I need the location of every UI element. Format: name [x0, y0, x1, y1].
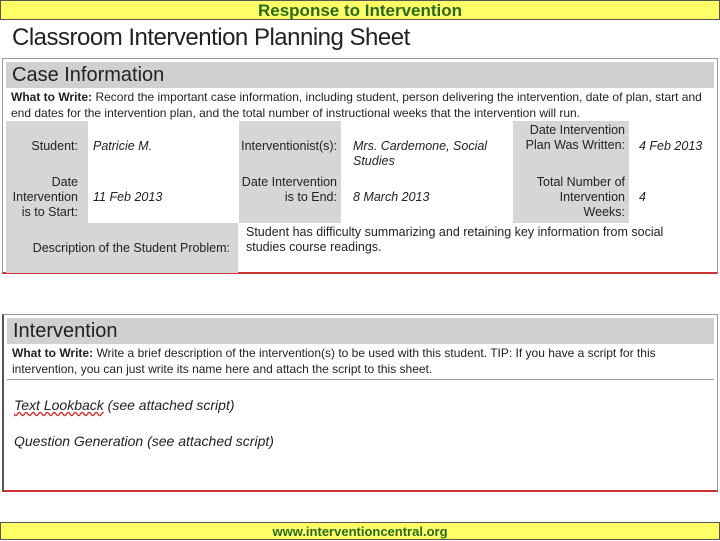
interventionist-label-cell — [239, 121, 341, 223]
end-date-label: Date Intervention is to End: — [241, 175, 337, 204]
problem-value[interactable]: Student has difficulty summarizing and retaining key information from social studies course readings. — [246, 225, 664, 254]
what-to-write-label: What to Write: — [11, 90, 93, 104]
intervention-instructions — [12, 345, 709, 377]
intervention-entry-1-name: Text Lookback — [14, 397, 104, 413]
interventionist-value[interactable]: Mrs. Cardemone, Social Studies — [353, 139, 488, 168]
start-date-label: Date Intervention is to Start: — [12, 175, 78, 219]
plan-written-label: Date Intervention Plan Was Written: — [525, 123, 625, 152]
intervention-entry-1-note: (see attached script) — [103, 397, 235, 413]
case-information-header: Case Information — [6, 62, 714, 88]
student-label: Student: — [31, 139, 78, 153]
intervention-entry-2[interactable]: Question Generation (see attached script) — [14, 433, 274, 449]
case-instructions-text: Record the important case information, including student, person delivering the intervention, date of plan, start and end dates for the intervention plan, and the total number of instructional weeks that the intervention will run. — [11, 90, 702, 120]
start-date-value[interactable]: 11 Feb 2013 — [93, 190, 163, 204]
student-value[interactable]: Patricie M. — [93, 139, 153, 153]
intervention-header: Intervention — [7, 318, 714, 344]
divider — [7, 379, 714, 380]
what-to-write-label: What to Write: — [12, 346, 94, 360]
interventionist-label: Interventionist(s): — [241, 139, 337, 153]
bottom-banner: www.interventioncentral.org — [0, 522, 720, 540]
top-banner: Response to Intervention — [0, 0, 720, 20]
total-weeks-label: Total Number of Intervention Weeks: — [536, 175, 625, 219]
intervention-instructions-text: Write a brief description of the intervention(s) to be used with this student. TIP: If you have a script for this intervention, you can just write its name here and attach the script to this sheet. — [12, 346, 656, 376]
case-instructions — [11, 89, 709, 121]
problem-label: Description of the Student Problem: — [32, 241, 230, 255]
plan-written-value[interactable]: 4 Feb 2013 — [639, 139, 703, 153]
case-information-panel — [2, 58, 718, 274]
page-title: Classroom Intervention Planning Sheet — [12, 24, 410, 51]
intervention-panel — [2, 314, 718, 492]
intervention-entry-1[interactable] — [14, 397, 235, 413]
end-date-value[interactable]: 8 March 2013 — [353, 190, 430, 204]
total-weeks-value[interactable]: 4 — [639, 190, 646, 204]
